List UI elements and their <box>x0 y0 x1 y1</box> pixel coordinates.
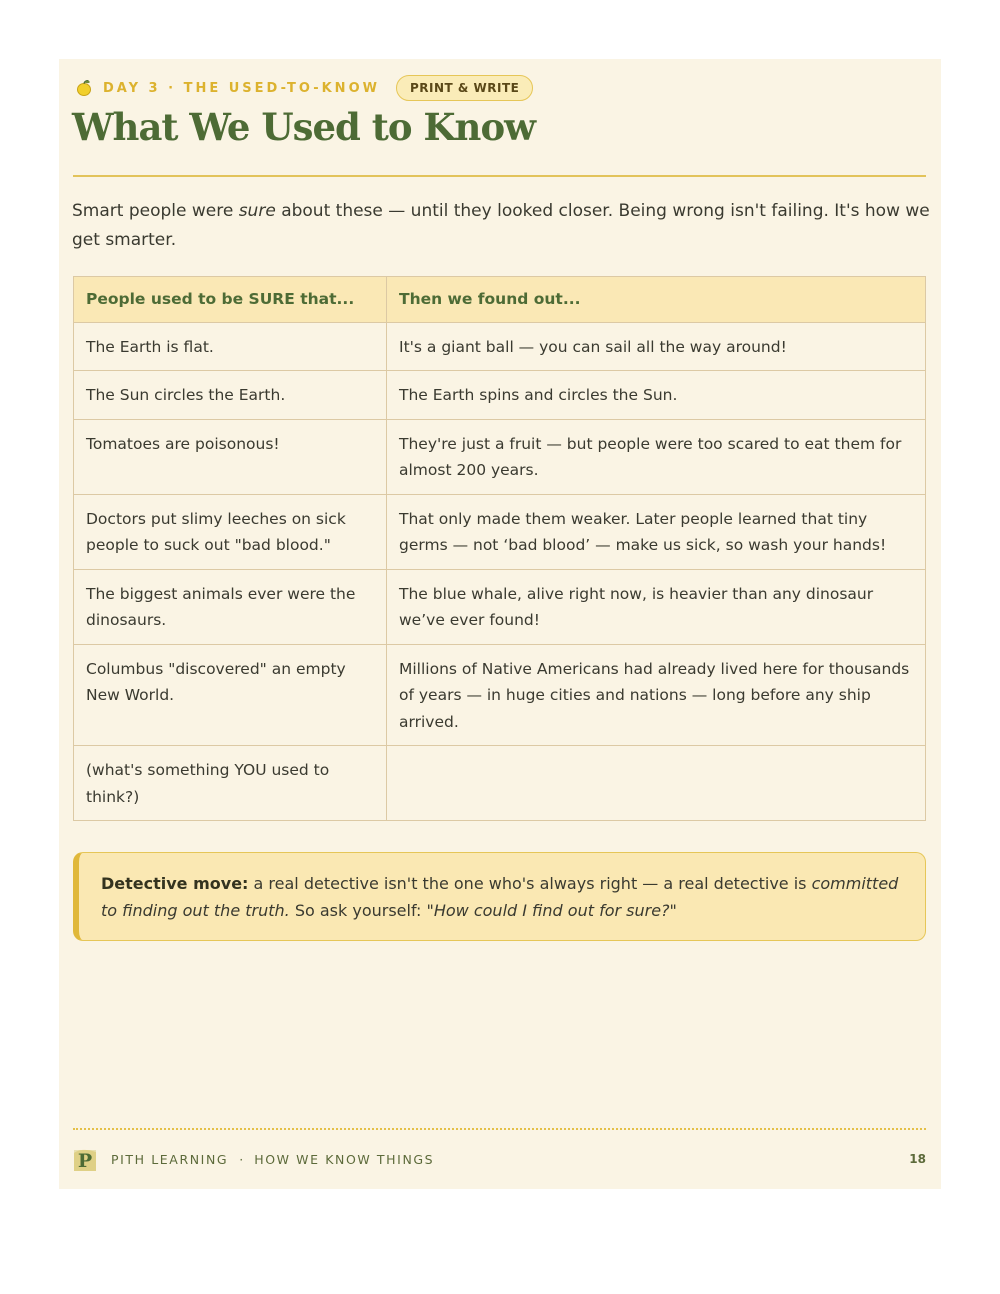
svg-text:P: P <box>77 1149 93 1172</box>
day-kicker: DAY 3 · THE USED-TO-KNOW <box>103 80 380 96</box>
write-in-row <box>74 746 926 821</box>
footer-separator: · <box>239 1151 244 1167</box>
worksheet-page <box>59 59 941 1189</box>
footer-divider <box>73 1128 926 1130</box>
table-row <box>74 322 926 371</box>
page-number: 18 <box>909 1152 926 1166</box>
column-header-used-to: People used to be SURE that... <box>74 277 387 323</box>
write-in-prompt-cell: (what's something YOU used to think?) <box>74 746 387 821</box>
print-write-badge: PRINT & WRITE <box>396 75 533 101</box>
write-in-blank-cell <box>387 746 926 821</box>
footer-section: HOW WE KNOW THINGS <box>254 1151 435 1167</box>
page-title: What We Used to Know <box>72 105 535 149</box>
belief-cell: Tomatoes are poisonous! <box>74 419 387 494</box>
belief-cell: Doctors put slimy leeches on sick people to suck out "bad blood." <box>74 494 387 569</box>
callout-text: a real detective isn't the one who's always right — a real detective is <box>248 874 812 893</box>
used-to-know-table <box>73 276 926 821</box>
callout-label: Detective move: <box>101 874 249 893</box>
table-header-row <box>74 277 926 323</box>
footer-brand: PITH LEARNING <box>111 1151 229 1167</box>
table-row <box>74 419 926 494</box>
intro-paragraph <box>72 197 932 255</box>
table-row <box>74 644 926 746</box>
belief-cell: The biggest animals ever were the dinosaurs. <box>74 569 387 644</box>
pith-logo-icon <box>73 1147 98 1172</box>
page-footer <box>73 1146 926 1172</box>
finding-cell: The blue whale, alive right now, is heavier than any dinosaur we’ve ever found! <box>387 569 926 644</box>
finding-cell: That only made them weaker. Later people learned that tiny germs — not ‘bad blood’ — make us sick, so wash your hands! <box>387 494 926 569</box>
table-row <box>74 371 926 420</box>
column-header-found-out: Then we found out... <box>387 277 926 323</box>
intro-text-start: Smart people were <box>72 201 239 221</box>
belief-cell: Columbus "discovered" an empty New World. <box>74 644 387 746</box>
lemon-icon <box>75 79 93 97</box>
intro-emphasis: sure <box>238 201 276 221</box>
finding-cell: Millions of Native Americans had already lived here for thousands of years — in huge cities and nations — long before any ship arrived. <box>387 644 926 746</box>
callout-emphasis: committed to finding out the truth. <box>101 874 899 920</box>
detective-move-callout <box>73 852 926 941</box>
finding-cell: It's a giant ball — you can sail all the way around! <box>387 322 926 371</box>
belief-cell: The Earth is flat. <box>74 322 387 371</box>
callout-text-2: So ask yourself: <box>289 901 427 920</box>
intro-text-end: about these — until they looked closer. Being wrong isn't failing. It's how we get smarter. <box>72 201 930 250</box>
table-row <box>74 569 926 644</box>
callout-question: "How could I find out for sure?" <box>426 901 677 920</box>
table-row <box>74 494 926 569</box>
page-header <box>75 75 533 101</box>
finding-cell: They're just a fruit — but people were too scared to eat them for almost 200 years. <box>387 419 926 494</box>
title-divider <box>73 175 926 177</box>
belief-cell: The Sun circles the Earth. <box>74 371 387 420</box>
finding-cell: The Earth spins and circles the Sun. <box>387 371 926 420</box>
